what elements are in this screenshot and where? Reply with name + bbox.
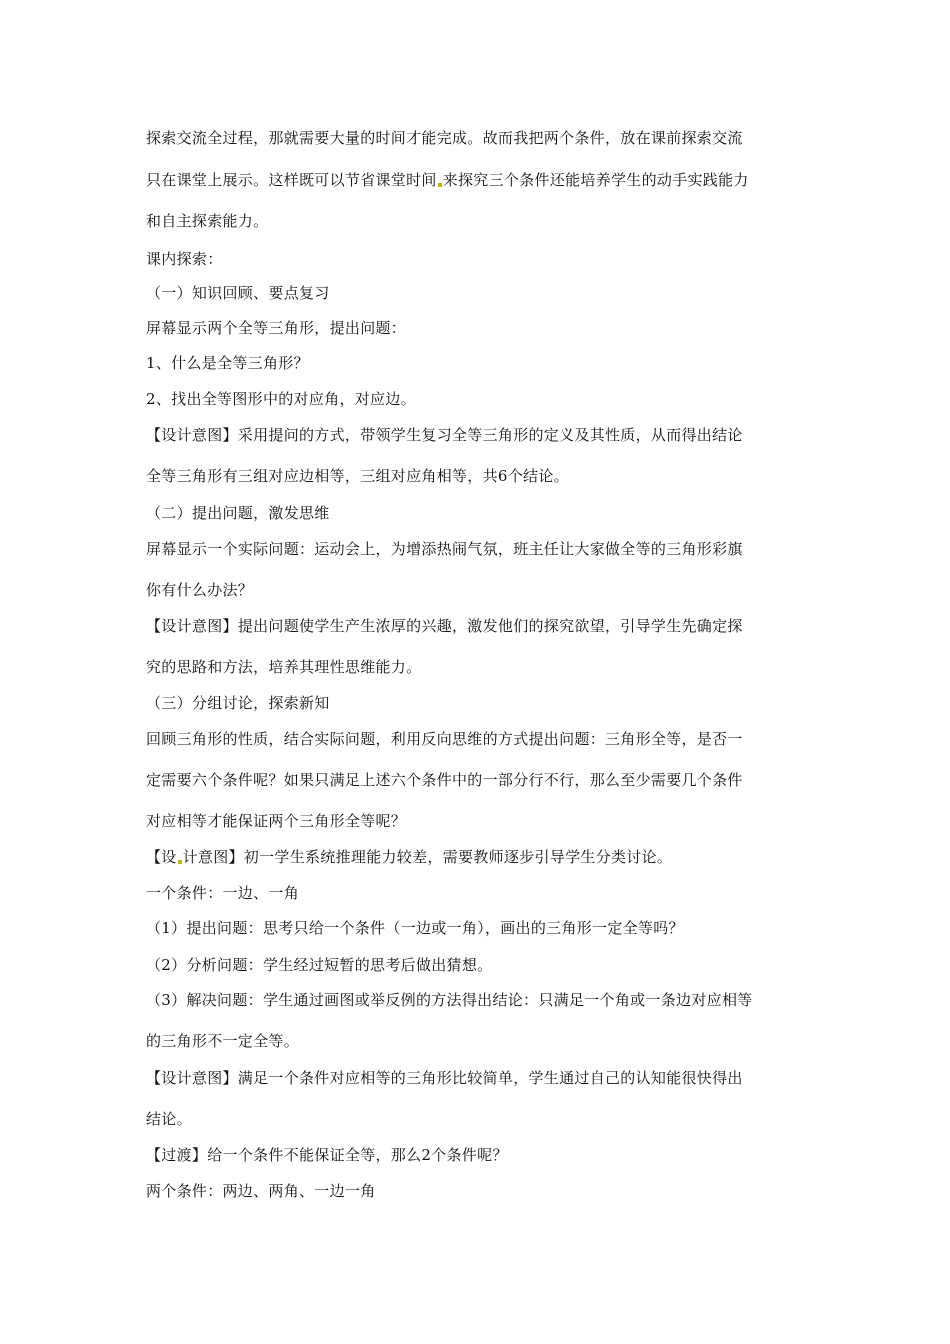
highlight-mark [438, 183, 442, 187]
text-line: 探索交流全过程，那就需要大量的时间才能完成。故而我把两个条件，放在课前探索交流 [146, 129, 743, 147]
text-line: 结论。 [146, 1110, 192, 1128]
text-line: 的三角形不一定全等。 [146, 1032, 300, 1050]
text-line: 和自主探索能力。 [146, 212, 269, 230]
section-heading: （一）知识回顾、要点复习 [146, 284, 330, 302]
text-segment: 【设 [146, 848, 177, 866]
list-item: 2、找出全等图形中的对应角，对应边。 [146, 390, 416, 408]
text-line: 对应相等才能保证两个三角形全等呢？ [146, 812, 407, 830]
text-line [146, 170, 811, 190]
text-line: 【过渡】给一个条件不能保证全等，那么2个条件呢？ [146, 1146, 508, 1164]
text-line: 一个条件：一边、一角 [146, 884, 300, 902]
text-segment: 计意图】初一学生系统推理能力较差，需要教师逐步引导学生分类讨论。 [182, 848, 673, 866]
list-item: （1）提出问题：思考只给一个条件（一边或一角），画出的三角形一定全等吗？ [146, 919, 684, 937]
text-line: 你有什么办法？ [146, 581, 254, 599]
text-line: 屏幕显示两个全等三角形，提出问题： [146, 319, 407, 337]
text-segment: 来探究三个条件还能培养学生的动手实践能力 [442, 171, 749, 189]
list-item: 1、什么是全等三角形？ [146, 354, 309, 372]
text-line: 回顾三角形的性质，结合实际问题，利用反向思维的方式提出问题：三角形全等，是否一 [146, 730, 743, 748]
text-segment: 只在课堂上展示。这样既可以节省课堂时间 [146, 171, 437, 189]
section-heading: （三）分组讨论，探索新知 [146, 694, 330, 712]
list-item: （2）分析问题：学生经过短暂的思考后做出猜想。 [146, 956, 493, 974]
text-line: 【设计意图】满足一个条件对应相等的三角形比较简单，学生通过自己的认知能很快得出 [146, 1069, 743, 1087]
text-line: 全等三角形有三组对应边相等，三组对应角相等，共6个结论。 [146, 467, 569, 485]
highlight-mark [178, 860, 182, 864]
section-heading: 课内探索： [146, 250, 223, 268]
text-line: 两个条件：两边、两角、一边一角 [146, 1182, 376, 1200]
list-item: （3）解决问题：学生通过画图或举反例的方法得出结论：只满足一个角或一条边对应相等 [146, 991, 753, 1009]
text-line: 【设计意图】提出问题使学生产生浓厚的兴趣，激发他们的探究欲望，引导学生先确定探 [146, 617, 743, 635]
section-heading: （二）提出问题，激发思维 [146, 504, 330, 522]
text-line: 定需要六个条件呢？如果只满足上述六个条件中的一部分行不行，那么至少需要几个条件 [146, 771, 743, 789]
text-line: 究的思路和方法，培养其理性思维能力。 [146, 658, 422, 676]
text-line: 屏幕显示一个实际问题：运动会上，为增添热闹气氛，班主任让大家做全等的三角形彩旗 [146, 540, 743, 558]
text-line: 【设计意图】采用提问的方式，带领学生复习全等三角形的定义及其性质，从而得出结论 [146, 426, 743, 444]
text-line [146, 847, 811, 867]
